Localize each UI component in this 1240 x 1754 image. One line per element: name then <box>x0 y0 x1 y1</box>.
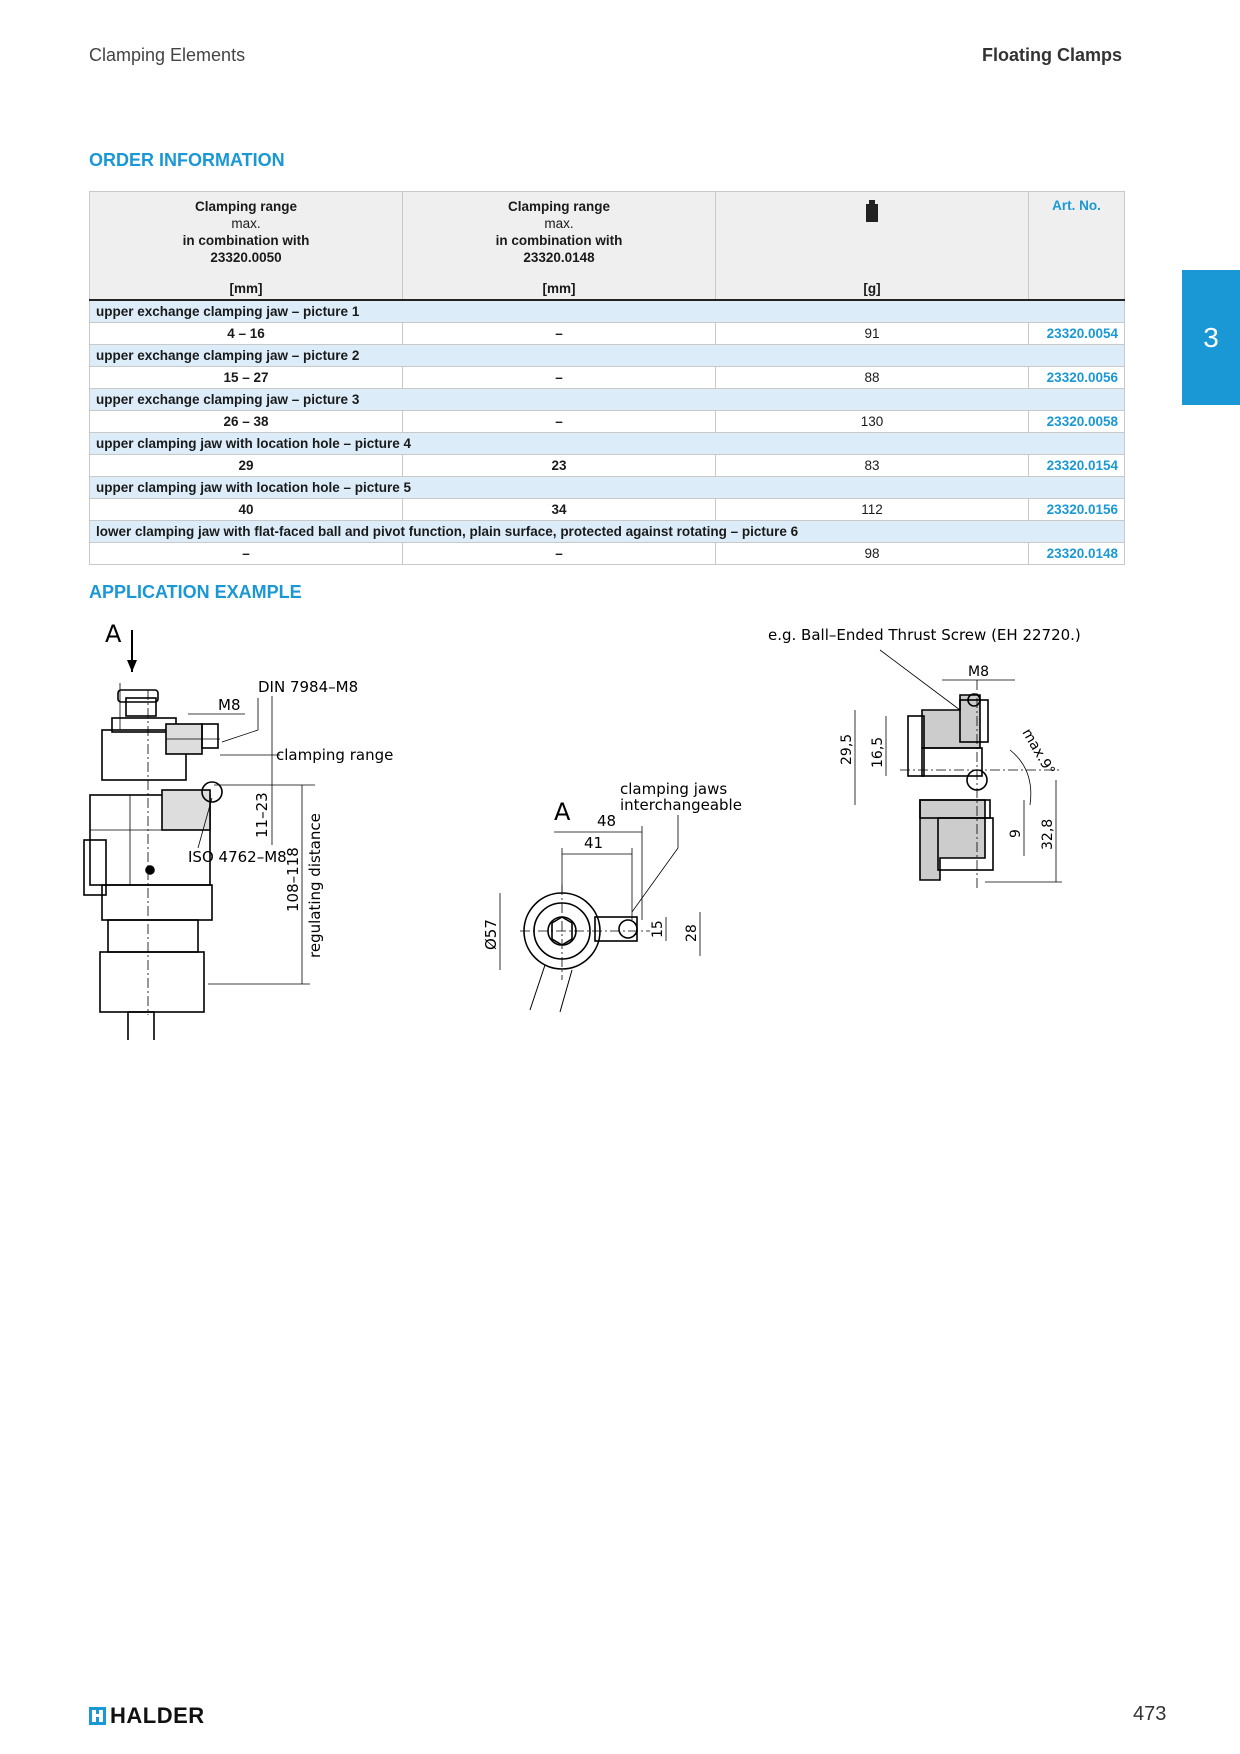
column-weight <box>716 192 1029 301</box>
col2-unit: [mm] <box>542 281 576 296</box>
item-row <box>90 367 1125 389</box>
application-drawing <box>80 620 1140 1040</box>
art-no-link[interactable]: 23320.0056 <box>1029 367 1125 389</box>
art-no-link[interactable]: 23320.0058 <box>1029 411 1125 433</box>
art-no-link[interactable]: 23320.0154 <box>1029 455 1125 477</box>
din-label: DIN 7984–M8 <box>258 678 359 696</box>
max-9-deg-label: max.9° <box>1018 726 1058 779</box>
m8-label-right: M8 <box>968 664 989 680</box>
top-view-a <box>482 780 742 1012</box>
group-label: lower clamping jaw with flat-faced ball and pivot function, plain surface, protected against rotating – picture 6 <box>90 521 1125 543</box>
range-0148-cell: 34 <box>403 499 716 521</box>
halder-logo[interactable] <box>89 1703 205 1729</box>
column-clamping-range-0148 <box>403 192 716 301</box>
art-no-link[interactable]: 23320.0156 <box>1029 499 1125 521</box>
order-table-body <box>90 300 1125 565</box>
col2-max: max. <box>544 216 574 231</box>
dim-41-label: 41 <box>584 834 604 852</box>
dim-32-8-label: 32,8 <box>1040 818 1056 850</box>
page-number: 473 <box>1133 1703 1167 1725</box>
item-row <box>90 543 1125 565</box>
iso-label: ISO 4762–M8 <box>188 848 287 866</box>
item-row <box>90 411 1125 433</box>
range-0050-cell: 4 – 16 <box>90 323 403 345</box>
range-0050-cell: 26 – 38 <box>90 411 403 433</box>
order-table <box>89 191 1125 565</box>
thrust-screw-label: e.g. Ball–Ended Thrust Screw (EH 22720.) <box>768 626 1081 644</box>
col2-title: Clamping range <box>507 199 610 214</box>
range-0050-cell: 15 – 27 <box>90 367 403 389</box>
halder-logo-icon <box>89 1707 106 1725</box>
weight-icon <box>865 200 879 222</box>
col1-max: max. <box>231 216 261 231</box>
weight-cell: 112 <box>716 499 1029 521</box>
group-row <box>90 300 1125 323</box>
order-table-header <box>90 192 1125 301</box>
col1-title: Clamping range <box>194 199 297 214</box>
art-no-link[interactable]: 23320.0054 <box>1029 323 1125 345</box>
group-row <box>90 521 1125 543</box>
col1-combination: in combination with <box>182 233 310 248</box>
group-row <box>90 433 1125 455</box>
header-section-label: Clamping Elements <box>89 45 246 65</box>
range-0050-cell: – <box>90 543 403 565</box>
range-11-23-label: 11–23 <box>253 792 271 838</box>
application-example-title: APPLICATION EXAMPLE <box>89 582 302 602</box>
detail-view-thrust-screw <box>768 626 1081 890</box>
range-0050-cell: 40 <box>90 499 403 521</box>
weight-cell: 88 <box>716 367 1029 389</box>
item-row <box>90 323 1125 345</box>
weight-cell: 130 <box>716 411 1029 433</box>
range-0148-cell: – <box>403 323 716 345</box>
dim-48-label: 48 <box>597 812 617 830</box>
group-label: upper exchange clamping jaw – picture 3 <box>90 389 1125 411</box>
dia-57-label: Ø57 <box>482 919 500 950</box>
item-row <box>90 455 1125 477</box>
col1-unit: [mm] <box>229 281 263 296</box>
group-row <box>90 477 1125 499</box>
dim-28-label: 28 <box>684 924 700 942</box>
group-label: upper exchange clamping jaw – picture 1 <box>90 300 1125 323</box>
col2-article: 23320.0148 <box>523 250 595 265</box>
group-label: upper clamping jaw with location hole – picture 4 <box>90 433 1125 455</box>
col2-combination: in combination with <box>495 233 623 248</box>
m8-label-left: M8 <box>218 696 241 714</box>
col3-unit: [g] <box>863 281 881 296</box>
header-product-title: Floating Clamps <box>981 45 1122 65</box>
dim-15-label: 15 <box>650 920 666 938</box>
col1-article: 23320.0050 <box>210 250 282 265</box>
range-0148-cell: – <box>403 411 716 433</box>
weight-cell: 83 <box>716 455 1029 477</box>
group-label: upper exchange clamping jaw – picture 2 <box>90 345 1125 367</box>
chapter-tab[interactable] <box>1182 270 1240 405</box>
chapter-number: 3 <box>1203 321 1219 353</box>
weight-cell: 98 <box>716 543 1029 565</box>
column-art-no <box>1029 192 1125 301</box>
group-row <box>90 389 1125 411</box>
dim-9-label: 9 <box>1008 829 1024 838</box>
view-a-center-label: A <box>554 798 571 826</box>
range-0148-cell: – <box>403 543 716 565</box>
range-0050-cell: 29 <box>90 455 403 477</box>
halder-logo-text: HALDER <box>110 1703 205 1728</box>
order-information-title: ORDER INFORMATION <box>89 150 285 170</box>
weight-cell: 91 <box>716 323 1029 345</box>
jaws-label-line2: interchangeable <box>620 796 742 814</box>
side-view-clamp <box>84 620 393 1040</box>
view-a-label: A <box>105 620 122 648</box>
regulating-distance-label: regulating distance <box>306 813 324 958</box>
range-0148-cell: 23 <box>403 455 716 477</box>
col4-title: Art. No. <box>1052 198 1101 213</box>
item-row <box>90 499 1125 521</box>
dim-29-5-label: 29,5 <box>839 733 855 765</box>
jaws-label-line1: clamping jaws <box>620 780 728 798</box>
range-0148-cell: – <box>403 367 716 389</box>
column-clamping-range-0050 <box>90 192 403 301</box>
range-108-118-label: 108–118 <box>284 847 302 912</box>
group-row <box>90 345 1125 367</box>
art-no-link[interactable]: 23320.0148 <box>1029 543 1125 565</box>
group-label: upper clamping jaw with location hole – picture 5 <box>90 477 1125 499</box>
dim-16-5-label: 16,5 <box>870 736 886 768</box>
clamping-range-label: clamping range <box>276 746 394 764</box>
